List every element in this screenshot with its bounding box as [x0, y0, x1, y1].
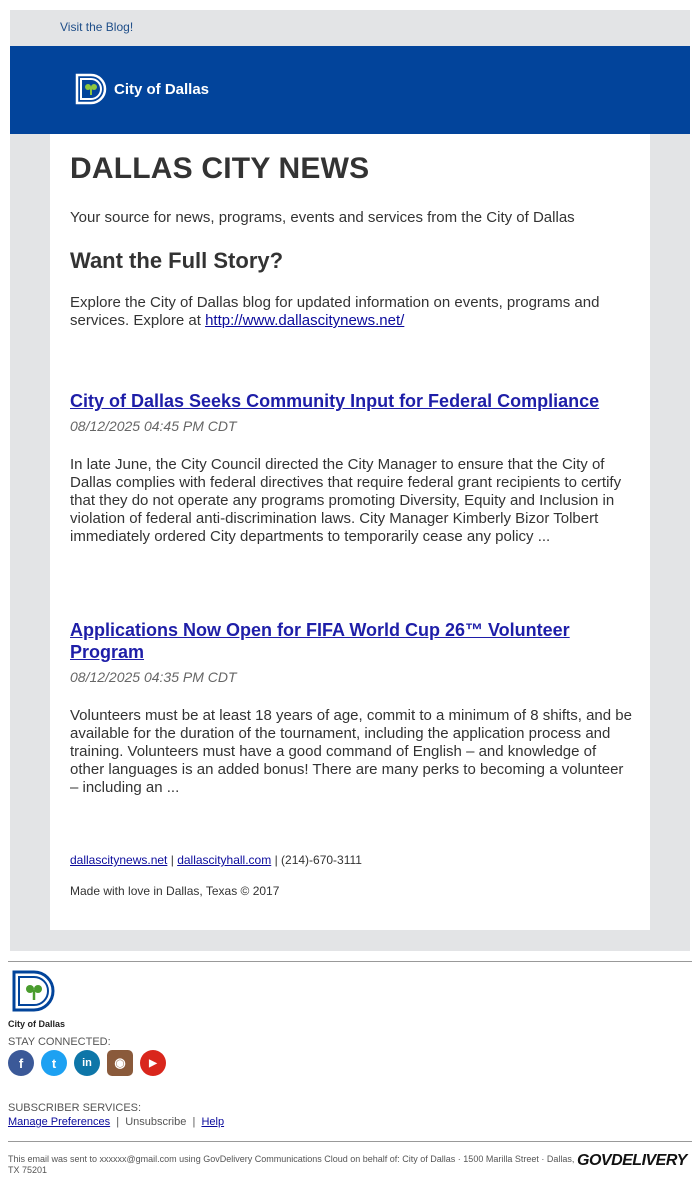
article-date: 08/12/2025 04:45 PM CDT	[70, 418, 237, 434]
article-2	[70, 619, 632, 797]
dallascityhall-link[interactable]: dallascityhall.com	[177, 853, 272, 867]
article-title-link[interactable]: City of Dallas Seeks Community Input for Federal Compliance	[70, 391, 600, 411]
email-disclaimer: This email was sent to xxxxxx@gmail.com using GovDelivery Communications Cloud on behalf of: City of Dallas · 1500 Marilla Street · Dallas, TX 75201	[8, 1154, 575, 1175]
youtube-icon[interactable]: ▶	[140, 1050, 166, 1076]
unsubscribe-link[interactable]: Unsubscribe	[125, 1116, 187, 1128]
blog-url-link[interactable]: http://www.dallascitynews.net/	[205, 312, 405, 329]
dallas-logo-icon	[8, 970, 58, 1012]
stay-connected-label: STAY CONNECTED:	[8, 1036, 111, 1048]
twitter-icon[interactable]: t	[41, 1050, 67, 1076]
footer-divider	[8, 961, 692, 962]
article-summary: In late June, the City Council directed the City Manager to ensure that the City of Dallas complies with federal directives that require federal grant recipients to certify that they do not operate any programs promoting Diversity, Equity and Inclusion in violation of federal anti-discrimination laws. City Manager Kimberly Bizor Tolbert immediately ordered City departments to temporarily cease any policy ...	[70, 456, 622, 545]
instagram-icon[interactable]: ◉	[107, 1050, 133, 1076]
article-date: 08/12/2025 04:35 PM CDT	[70, 669, 237, 685]
visit-blog-link[interactable]: Visit the Blog!	[60, 20, 134, 34]
dallascitynews-link[interactable]: dallascitynews.net	[70, 853, 168, 867]
help-link[interactable]: Help	[201, 1116, 225, 1128]
subscriber-services-label: SUBSCRIBER SERVICES:	[8, 1102, 142, 1114]
subscriber-links: Manage Preferences | Unsubscribe | Help	[8, 1116, 225, 1128]
tagline: Your source for news, programs, events and services from the City of Dallas	[70, 209, 575, 226]
contact-links: dallascitynews.net | dallascityhall.com | (214)-670-3111	[70, 853, 362, 867]
social-links	[8, 1050, 166, 1076]
govdelivery-logo[interactable]: GOVDELIVERY	[577, 1152, 687, 1169]
made-with-love: Made with love in Dallas, Texas © 2017	[70, 884, 280, 898]
explore-paragraph: Explore the City of Dallas blog for updated information on events, programs and services. Explore at http://www.dallascitynews.net/	[70, 294, 600, 329]
dallas-logo-icon	[74, 72, 108, 106]
facebook-icon[interactable]: f	[8, 1050, 34, 1076]
linkedin-icon[interactable]: in	[74, 1050, 100, 1076]
header-banner	[10, 46, 690, 134]
topbar	[60, 20, 133, 34]
content-panel	[50, 134, 650, 930]
section-subtitle: Want the Full Story?	[70, 248, 284, 273]
footer-divider	[8, 1141, 692, 1142]
article-1	[70, 390, 632, 546]
phone-number: | (214)-670-3111	[271, 853, 362, 867]
email-frame	[10, 10, 690, 951]
footer-logo[interactable]	[8, 970, 65, 1029]
header-brand: City of Dallas	[114, 80, 210, 98]
header-logo[interactable]	[74, 72, 209, 106]
manage-preferences-link[interactable]: Manage Preferences	[8, 1116, 111, 1128]
footer-logo-caption: City of Dallas	[8, 1019, 66, 1029]
article-title-link[interactable]: Applications Now Open for FIFA World Cup 26™ Volunteer Program	[70, 620, 570, 662]
article-summary: Volunteers must be at least 18 years of age, commit to a minimum of 8 shifts, and be available for the duration of the tournament, including the application process and training. Volunteers must have a good command of English – and knowledge of other languages is an added bonus! There are many perks to becoming a volunteer – including an ...	[70, 707, 632, 796]
page-title: DALLAS CITY NEWS	[70, 152, 370, 185]
